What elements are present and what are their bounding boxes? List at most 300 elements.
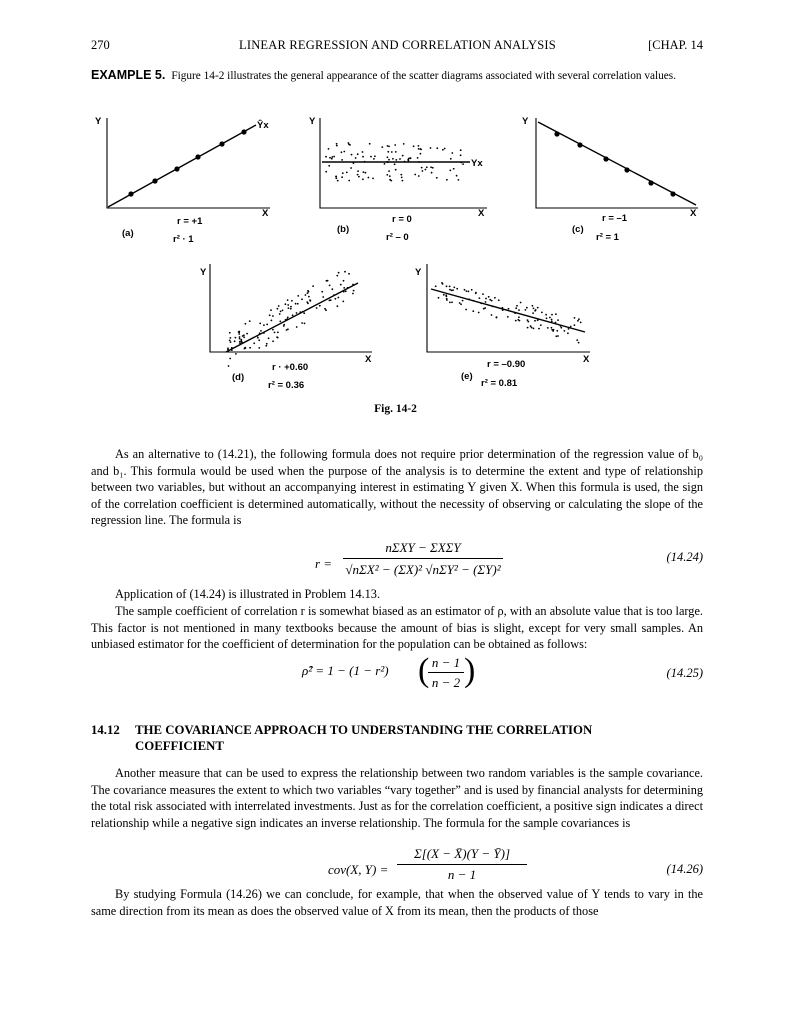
panel-e-scatter-point	[578, 318, 580, 320]
panel-e-scatter-point	[526, 307, 528, 309]
panel-d-scatter-point	[279, 313, 281, 315]
panel-b-scatter-point	[432, 167, 434, 169]
panel-d-scatter-point	[229, 332, 231, 334]
panel-d-scatter-point	[301, 322, 303, 324]
eq-14-25-frac-denominator: n − 2	[431, 675, 461, 690]
panel-d-scatter-point	[336, 275, 338, 277]
panel-d-scatter-point	[279, 321, 281, 323]
panel-b-scatter-point	[336, 143, 338, 145]
panel-b-scatter-point	[402, 155, 404, 157]
panel-d-scatter-point	[307, 303, 309, 305]
panel-b-scatter-point	[374, 155, 376, 157]
panel-e-scatter-point	[555, 313, 557, 315]
panel-b-scatter-point	[394, 163, 396, 165]
panel-d-scatter-point	[234, 340, 236, 342]
panel-e-scatter-point	[577, 320, 579, 322]
panel-d-scatter-point	[280, 311, 282, 313]
eq-14-25-frac-numerator: n − 1	[431, 655, 461, 670]
panel-b-scatter-point	[430, 166, 432, 168]
panel-d-scatter-point	[324, 308, 326, 310]
panel-d-scatter-point	[352, 284, 354, 286]
panel-d-scatter-point	[263, 332, 265, 334]
panel-d-scatter-point	[327, 280, 329, 282]
panel-d-scatter-point	[265, 345, 267, 347]
eq-14-26-number: (14.26)	[666, 862, 703, 876]
panel-b-scatter-point	[446, 179, 448, 181]
panel-b-scatter-point	[387, 151, 389, 153]
panel-e-scatter-point	[498, 299, 500, 301]
panel-c-point	[648, 180, 653, 185]
panel-b-scatter-point	[413, 145, 415, 147]
panel-d-scatter-point	[253, 342, 255, 344]
panel-e-scatter-point	[491, 300, 493, 302]
paragraph-2: Application of (14.24) is illustrated in Problem 14.13.	[115, 587, 381, 601]
panel-b-axes	[320, 118, 487, 208]
panel-d-scatter-point	[272, 329, 274, 331]
panel-d-scatter-point	[260, 330, 262, 332]
panel-d-scatter-point	[348, 273, 350, 275]
panel-d-scatter-point	[295, 303, 297, 305]
panel-e-scatter-point	[492, 306, 494, 308]
panel-d-scatter-point	[283, 325, 285, 327]
eq-14-26-numerator: Σ[(X − X̄)(Y − Ȳ)]	[413, 846, 511, 861]
panel-e-scatter-point	[468, 291, 470, 293]
panel-d-scatter-point	[285, 319, 287, 321]
panel-b-scatter-point	[389, 175, 391, 177]
panel-d-scatter-point	[321, 291, 323, 293]
panel-e-scatter-point	[515, 307, 517, 309]
panel-b-scatter-point	[346, 172, 348, 174]
panel-b-scatter-point	[341, 151, 343, 153]
eq-14-24-denominator: √nΣX² − (ΣX)² √nΣY² − (ΣY)²	[345, 562, 501, 577]
panel-c-x-axis-label: X	[690, 208, 697, 219]
panel-b-scatter-point	[394, 144, 396, 146]
panel-e-scatter-point	[567, 332, 569, 334]
panel-b-scatter-point	[402, 180, 404, 182]
panel-e-regression-line	[431, 289, 585, 332]
panel-d-scatter-point	[303, 312, 305, 314]
panel-e-scatter-point	[435, 285, 437, 287]
panel-d-scatter-point	[331, 288, 333, 290]
panel-d-scatter-point	[227, 347, 229, 349]
panel-b-scatter-point	[391, 151, 393, 153]
panel-e-scatter-point	[475, 292, 477, 294]
panel-c-point	[670, 191, 675, 196]
panel-b-scatter-point	[336, 145, 338, 147]
panel-d-scatter-point	[238, 333, 240, 335]
example-text: Figure 14-2 illustrates the general appearance of the scatter diagrams associated with several correlation values.	[171, 70, 677, 82]
panel-e-scatter-point	[488, 296, 490, 298]
panel-b-scatter-point	[408, 160, 410, 162]
panel-e-scatter-point	[520, 302, 522, 304]
panel-a-line-label: Ŷx	[257, 120, 269, 131]
panel-d-scatter-point	[239, 336, 241, 338]
panel-e-scatter-point	[551, 319, 553, 321]
panel-e-scatter-point	[541, 312, 543, 314]
panel-e-scatter-point	[555, 335, 557, 337]
eq-14-26-fraction-bar	[397, 864, 527, 865]
panel-d-scatter-point	[271, 320, 273, 322]
panel-e-scatter-point	[471, 289, 473, 291]
panel-b-scatter-point	[369, 143, 371, 145]
panel-b-scatter-point	[453, 168, 455, 170]
panel-d-scatter-point	[246, 333, 248, 335]
panel-e-scatter-point	[472, 300, 474, 302]
panel-d-scatter-point	[322, 296, 324, 298]
panel-b-line-label: Yx	[471, 158, 483, 169]
panel-e-scatter-point	[574, 317, 576, 319]
panel-d-scatter-point	[343, 287, 345, 289]
panel-e-scatter-point	[540, 324, 542, 326]
panel-e-scatter-point	[570, 326, 572, 328]
eq-14-25-left-paren: (	[418, 652, 430, 689]
panel-b-scatter-point	[387, 145, 389, 147]
panel-d-scatter-point	[272, 340, 274, 342]
panel-c-point	[554, 131, 559, 136]
panel-e-scatter-point	[484, 307, 486, 309]
panel-b-scatter-point	[418, 145, 420, 147]
panel-d-scatter-point	[337, 305, 339, 307]
panel-b-scatter-point	[420, 149, 422, 151]
panel-e-scatter-point	[560, 325, 562, 327]
panel-b-scatter-point	[460, 154, 462, 156]
panel-b-scatter-point	[329, 157, 331, 159]
panel-d-scatter-point	[245, 323, 247, 325]
panel-d-scatter-point	[244, 347, 246, 349]
eq-14-26-lhs: cov(X, Y) =	[328, 862, 389, 877]
panel-b-scatter-point	[386, 174, 388, 176]
panel-d-scatter-point	[287, 299, 289, 301]
panel-d-scatter-point	[258, 339, 260, 341]
page-number: 270	[91, 38, 110, 52]
panel-e-scatter-point	[438, 297, 440, 299]
panel-b-scatter-point	[409, 157, 411, 159]
panel-e-scatter-point	[527, 327, 529, 329]
panel-c-y-axis-label: Y	[522, 116, 529, 127]
panel-d-scatter-point	[343, 291, 345, 293]
panel-b-scatter-point	[426, 166, 428, 168]
eq-14-25-lhs: ρ̂² = 1 − (1 − r²)	[302, 663, 389, 678]
panel-b-scatter-point	[430, 147, 432, 149]
panel-e-scatter-point	[578, 342, 580, 344]
panel-d-scatter-point	[235, 337, 237, 339]
panel-d-scatter-point	[290, 306, 292, 308]
panel-e-scatter-point	[449, 302, 451, 304]
panel-d-scatter-point	[286, 318, 288, 320]
panel-a-point	[152, 178, 157, 183]
panel-b-scatter-point	[431, 172, 433, 174]
panel-e-scatter-point	[441, 282, 443, 284]
panel-b-scatter-point	[422, 170, 424, 172]
panel-e-scatter-point	[576, 339, 578, 341]
panel-d-scatter-point	[277, 331, 279, 333]
panel-b-scatter-point	[328, 148, 330, 150]
panel-d-scatter-point	[230, 341, 232, 343]
panel-e-scatter-point	[480, 302, 482, 304]
panel-d-scatter-point	[235, 353, 237, 355]
panel-b-scatter-point	[358, 176, 360, 178]
panel-e-scatter-point	[443, 294, 445, 296]
panel-d-scatter-point	[259, 332, 261, 334]
panel-e-scatter-point	[556, 330, 558, 332]
panel-b-scatter-point	[370, 156, 372, 158]
panel-b-scatter-point	[357, 174, 359, 176]
panel-c-r2: r² = 1	[596, 232, 619, 243]
panel-e-scatter-point	[452, 289, 454, 291]
panel-d-scatter-point	[229, 340, 231, 342]
panel-e-scatter-point	[459, 302, 461, 304]
panel-c-r: r = –1	[602, 213, 628, 224]
panel-d-scatter-point	[307, 290, 309, 292]
eq-14-25-fraction-bar	[428, 672, 464, 673]
panel-a-point	[219, 141, 224, 146]
panel-b-scatter-point	[401, 177, 403, 179]
panel-d-scatter-point	[266, 343, 268, 345]
panel-d-scatter-point	[337, 297, 339, 299]
panel-e-scatter-point	[449, 286, 451, 288]
panel-e-scatter-point	[482, 293, 484, 295]
panel-b-scatter-point	[341, 176, 343, 178]
panel-d-scatter-point	[239, 338, 241, 340]
running-title: LINEAR REGRESSION AND CORRELATION ANALYSIS	[239, 38, 556, 52]
panel-d-scatter-point	[308, 296, 310, 298]
panel-d-scatter-point	[307, 292, 309, 294]
panel-e-scatter-point	[515, 320, 517, 322]
panel-b-scatter-point	[417, 157, 419, 159]
panel-d-scatter-point	[302, 311, 304, 313]
panel-e-y-axis-label: Y	[415, 267, 422, 278]
panel-e-scatter-point	[472, 310, 474, 312]
panel-e-scatter-point	[446, 285, 448, 287]
figure-caption: Fig. 14-2	[374, 403, 417, 415]
panel-b-scatter-point	[399, 158, 401, 160]
panel-a-r: r = +1	[177, 216, 203, 227]
panel-d-r: r · +0.60	[272, 362, 309, 373]
panel-b-r: r = 0	[392, 214, 412, 225]
panel-b-scatter-point	[333, 156, 335, 158]
panel-c-point	[603, 156, 608, 161]
panel-d-scatter-point	[347, 287, 349, 289]
panel-d-scatter-point	[292, 314, 294, 316]
panel-e-scatter-point	[537, 319, 539, 321]
panel-d-scatter-point	[316, 307, 318, 309]
panel-e-scatter-point	[502, 309, 504, 311]
panel-e-scatter-point	[446, 296, 448, 298]
panel-b-scatter-point	[325, 171, 327, 173]
panel-d-scatter-point	[333, 294, 335, 296]
panel-e-scatter-point	[551, 329, 553, 331]
panel-b-scatter-point	[365, 172, 367, 174]
panel-d-scatter-point	[344, 271, 346, 273]
panel-e-scatter-point	[557, 319, 559, 321]
panel-b-scatter-point	[341, 159, 343, 161]
panel-b-scatter-point	[373, 158, 375, 160]
panel-d-scatter-point	[287, 317, 289, 319]
panel-e-scatter-point	[546, 317, 548, 319]
panel-d-regression-line	[226, 283, 358, 352]
panel-e-scatter-point	[462, 300, 464, 302]
panel-d-scatter-point	[239, 341, 241, 343]
panel-b-scatter-point	[395, 151, 397, 153]
panel-b-scatter-point	[328, 165, 330, 167]
panel-b-scatter-point	[348, 180, 350, 182]
panel-b-scatter-point	[388, 159, 390, 161]
panel-b-scatter-point	[390, 180, 392, 182]
panel-e-scatter-point	[549, 317, 551, 319]
panel-e-scatter-point	[479, 297, 481, 299]
panel-d-scatter-point	[270, 309, 272, 311]
panel-d-scatter-point	[305, 294, 307, 296]
panel-d-scatter-point	[231, 347, 233, 349]
panel-e-scatter-point	[491, 314, 493, 316]
panel-d-scatter-point	[285, 303, 287, 305]
panel-b-scatter-point	[460, 162, 462, 164]
panel-e-scatter-point	[517, 319, 519, 321]
panel-c-point	[577, 142, 582, 147]
panel-e-scatter-point	[525, 309, 527, 311]
panel-d-scatter-point	[257, 337, 259, 339]
panel-b-scatter-point	[421, 167, 423, 169]
panel-e-scatter-point	[551, 327, 553, 329]
panel-b-scatter-point	[418, 175, 420, 177]
panel-b-scatter-point	[444, 148, 446, 150]
panel-e-scatter-point	[456, 288, 458, 290]
panel-a-point	[174, 166, 179, 171]
panel-a-r2: r² · 1	[173, 234, 194, 245]
panel-b-scatter-point	[456, 175, 458, 177]
panel-e-scatter-point	[485, 298, 487, 300]
paragraph-1: As an alternative to (14.21), the following formula does not require prior determination of the regression value of b₀ and b₁. This formula would be used when the purpose of the analysis is to determine the extent and type of relationship between two variables, but without an accompanying interest in estimating Y given X. When this formula is used, the sign of the correlation coefficient is determined automatically, without the necessity of observing or calculating the slope of the regression line. The formula is	[91, 447, 703, 527]
panel-c-point	[624, 167, 629, 172]
panel-e-scatter-point	[537, 307, 539, 309]
panel-d-scatter-point	[258, 347, 260, 349]
panel-e-r: r = –0.90	[487, 359, 526, 370]
panel-d-scatter-point	[278, 305, 280, 307]
panel-b-scatter-point	[372, 178, 374, 180]
panel-e-scatter-point	[489, 299, 491, 301]
panel-e-scatter-point	[508, 308, 510, 310]
panel-b-scatter-point	[325, 156, 327, 158]
panel-b-scatter-point	[418, 161, 420, 163]
panel-b-scatter-point	[395, 159, 397, 161]
panel-d-scatter-point	[343, 280, 345, 282]
panel-b-id: (b)	[337, 224, 350, 235]
panel-b-scatter-point	[451, 152, 453, 154]
panel-b-scatter-point	[458, 179, 460, 181]
panel-e-scatter-point	[518, 316, 520, 318]
panel-b-scatter-point	[355, 157, 357, 159]
panel-e-scatter-point	[551, 321, 553, 323]
panel-a-point	[128, 191, 133, 196]
panel-d-scatter-point	[287, 304, 289, 306]
panel-e-scatter-point	[516, 305, 518, 307]
panel-e-scatter-point	[530, 325, 532, 327]
panel-b-scatter-point	[357, 153, 359, 155]
panel-e-scatter-point	[446, 299, 448, 301]
panel-e-scatter-point	[547, 327, 549, 329]
panel-e-scatter-point	[533, 308, 535, 310]
panel-d-scatter-point	[319, 305, 321, 307]
panel-d-scatter-point	[345, 290, 347, 292]
panel-b-scatter-point	[388, 170, 390, 172]
panel-b-scatter-point	[337, 180, 339, 182]
panel-b-scatter-point	[436, 177, 438, 179]
panel-b-scatter-point	[420, 153, 422, 155]
panel-e-x-axis-label: X	[583, 354, 590, 365]
panel-d-scatter-point	[287, 328, 289, 330]
panel-d-y-axis-label: Y	[200, 267, 207, 278]
panel-d-scatter-point	[290, 308, 292, 310]
paragraph-3: The sample coefficient of correlation r is somewhat biased as an estimator of ρ, with an absolute value that is too large. This factor is not mentioned in many textbooks because the amount of bias is slight, except for very small samples. An unbiased estimator for the coefficient of determination for the population can be obtained as follows:	[91, 604, 703, 651]
panel-e-scatter-point	[451, 301, 453, 303]
panel-d-scatter-point	[269, 314, 271, 316]
panel-e-scatter-point	[460, 303, 462, 305]
panel-e-scatter-point	[555, 322, 557, 324]
panel-b-scatter-point	[395, 169, 397, 171]
panel-d-scatter-point	[257, 335, 259, 337]
panel-d-scatter-point	[239, 342, 241, 344]
panel-d-scatter-point	[297, 295, 299, 297]
panel-e-scatter-point	[453, 287, 455, 289]
panel-d-scatter-point	[249, 347, 251, 349]
panel-d-scatter-point	[243, 336, 245, 338]
panel-e-scatter-point	[518, 309, 520, 311]
panel-d-scatter-point	[329, 300, 331, 302]
panel-d-scatter-point	[228, 365, 230, 367]
panel-e-scatter-point	[557, 335, 559, 337]
panel-d-scatter-point	[304, 323, 306, 325]
chapter-label: [CHAP. 14	[648, 38, 703, 52]
panel-b-scatter-point	[348, 142, 350, 144]
panel-d-scatter-point	[342, 301, 344, 303]
example-label: EXAMPLE 5.	[91, 68, 166, 82]
panel-e-scatter-point	[534, 320, 536, 322]
panel-b-scatter-point	[362, 178, 364, 180]
panel-d-scatter-point	[296, 326, 298, 328]
panel-d-scatter-point	[340, 284, 342, 286]
panel-d-scatter-point	[299, 311, 301, 313]
panel-c-id: (c)	[572, 224, 584, 235]
panel-d-id: (d)	[232, 372, 245, 383]
eq-14-24-numerator: nΣXY − ΣXΣY	[385, 540, 461, 555]
panel-d-scatter-point	[277, 308, 279, 310]
panel-d-scatter-point	[338, 272, 340, 274]
panel-b-scatter-point	[381, 146, 383, 148]
panel-d-scatter-point	[282, 310, 284, 312]
panel-b-scatter-point	[350, 167, 352, 169]
panel-e-scatter-point	[507, 316, 509, 318]
panel-b-scatter-point	[362, 151, 364, 153]
panel-e-scatter-point	[514, 312, 516, 314]
panel-d-scatter-point	[242, 335, 244, 337]
panel-e-scatter-point	[538, 328, 540, 330]
panel-b-scatter-point	[353, 162, 355, 164]
panel-b-scatter-point	[436, 147, 438, 149]
panel-e-id: (e)	[461, 371, 473, 382]
panel-b-scatter-point	[462, 163, 464, 165]
panel-d-scatter-point	[352, 293, 354, 295]
panel-b-scatter-point	[384, 163, 386, 165]
panel-e-scatter-point	[527, 321, 529, 323]
panel-e-scatter-point	[574, 324, 576, 326]
panel-b-scatter-point	[425, 169, 427, 171]
panel-b-scatter-point	[331, 156, 333, 158]
panel-b-scatter-point	[357, 170, 359, 172]
panel-d-scatter-point	[268, 337, 270, 339]
panel-e-scatter-point	[465, 309, 467, 311]
section-heading	[91, 722, 703, 754]
panel-b-scatter-point	[460, 149, 462, 151]
